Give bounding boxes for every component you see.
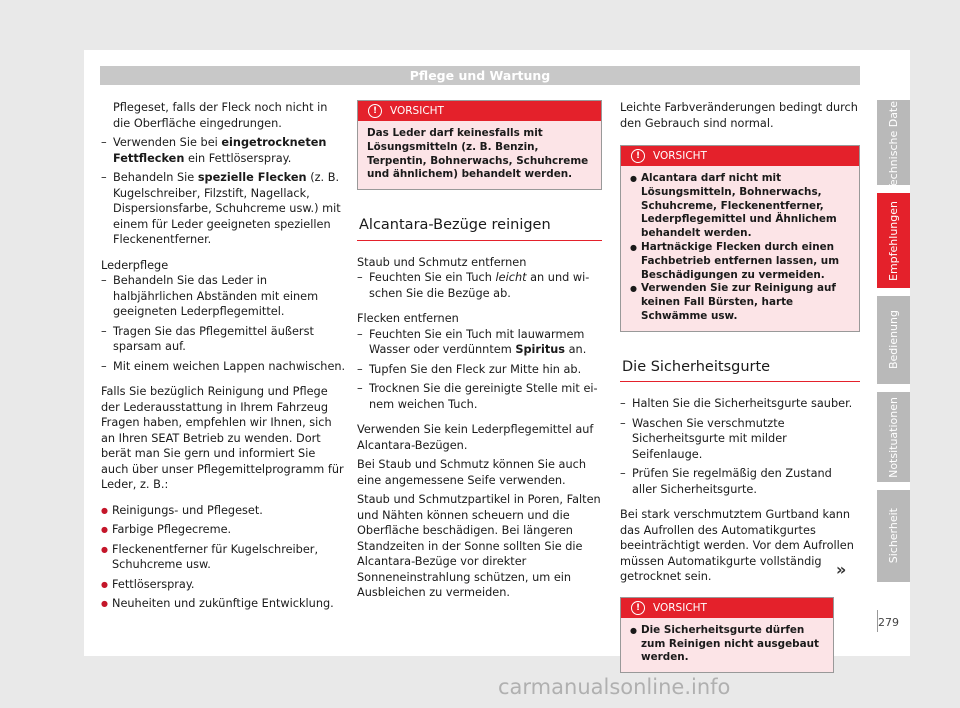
- column-1: [101, 100, 346, 612]
- warning-icon: !: [631, 601, 645, 615]
- dash-item: – Waschen Sie verschmutzte Sicherheitsgurte mit milder Seifenlauge.: [620, 416, 860, 463]
- caution-header: [358, 101, 601, 121]
- paragraph: Leichte Farbveränderungen bedingt durch den Gebrauch sind normal.: [620, 101, 858, 130]
- paragraph: Falls Sie bezüglich Reinigung und Pflege der Lederausstattung in Ihrem Fahrzeug Fragen haben, empfehlen wir Ihnen, sich an Ihren SEAT Betrieb zu wenden. Dort berät man Sie gern und informiert Sie auch über unser Pflegemittelprogramm für Leder, z. B.:: [101, 385, 344, 491]
- dash-item: – Behandeln Sie das Leder in halbjährlichen Abständen mit einem geeigneten Lederpflegemittel.: [101, 273, 346, 320]
- caution-header: [621, 598, 833, 618]
- caution-text: [621, 166, 859, 331]
- subheading: Staub und Schmutz entfernen: [357, 255, 527, 269]
- paragraph: Bei Staub und Schmutz können Sie auch eine angemessene Seife verwenden.: [357, 458, 586, 487]
- page-number: 279: [878, 616, 899, 629]
- section-title-alcantara: Alcantara-Bezüge reinigen: [357, 218, 602, 241]
- continue-arrow-icon: »: [836, 560, 847, 579]
- paragraph: Pflegeset, falls der Fleck noch nicht in die Oberfläche eingedrungen.: [113, 101, 328, 130]
- dash-item: – Verwenden Sie bei eingetrockneten Fettflecken ein Fettlöserspray.: [101, 135, 346, 166]
- page-header: Pflege und Wartung: [100, 66, 860, 85]
- caution-bullet: ● Die Sicherheitsgurte dürfen zum Reinigen nicht ausgebaut werden.: [630, 624, 825, 665]
- caution-header: [621, 146, 859, 166]
- bullet-item: ● Fettlöserspray.: [101, 577, 346, 593]
- caution-bullet: ● Hartnäckige Flecken durch einen Fachbetrieb entfernen lassen, um Beschädigungen zu vermeiden.: [630, 241, 851, 282]
- tab-bedienung[interactable]: Bedienung: [877, 296, 910, 384]
- tab-notsituationen[interactable]: Notsituationen: [877, 392, 910, 482]
- dash-item: – Trocknen Sie die gereinigte Stelle mit einem weichen Tuch.: [357, 381, 602, 412]
- tab-sicherheit[interactable]: Sicherheit: [877, 490, 910, 582]
- caution-bullet: ● Alcantara darf nicht mit Lösungsmitteln, Bohnerwachs, Schuhcreme, Fleckenentferner, Lederpflegemittel und Ähnlichem behandelt werden.: [630, 172, 851, 241]
- paragraph: Staub und Schmutzpartikel in Poren, Falten und Nähten können scheuern und die Oberfläche beschädigen. Bei längeren Standzeiten in der Sonne sollten Sie die Alcantara-Bezüge vor direkter Sonneneinstrahlung schützen, um ein Ausbleichen zu vermeiden.: [357, 493, 601, 600]
- dash-item: – Tupfen Sie den Fleck zur Mitte hin ab.: [357, 362, 602, 378]
- tab-technische-daten[interactable]: Technische Daten: [877, 100, 910, 185]
- dash-item: – Tragen Sie das Pflegemittel äußerst sparsam auf.: [101, 324, 346, 355]
- warning-icon: !: [368, 104, 382, 118]
- warning-icon: !: [631, 149, 645, 163]
- watermark: carmanualsonline.info: [498, 675, 731, 699]
- caution-bullet: ● Verwenden Sie zur Reinigung auf keinen Fall Bürsten, harte Schwämme usw.: [630, 282, 851, 323]
- paragraph: Bei stark verschmutztem Gurtband kann das Aufrollen des Automatikgurtes beeinträchtigt werden. Vor dem Aufrollen müssen Automatikgurte vollständig getrocknet sein.: [620, 508, 854, 584]
- bullet-item: ● Neuheiten und zukünftige Entwicklung.: [101, 596, 346, 612]
- paragraph: Verwenden Sie kein Lederpflegemittel auf Alcantara-Bezügen.: [357, 423, 594, 452]
- caution-label: VORSICHT: [653, 601, 707, 614]
- column-3: [620, 100, 860, 677]
- dash-item: – Feuchten Sie ein Tuch leicht an und wischen Sie die Bezüge ab.: [357, 270, 602, 301]
- caution-label: VORSICHT: [653, 150, 707, 162]
- subheading: Flecken entfernen: [357, 312, 459, 326]
- subheading-lederpflege: Lederpflege: [101, 258, 169, 272]
- bullet-item: ● Reinigungs- und Pflegeset.: [101, 503, 346, 519]
- column-2: [357, 100, 602, 601]
- dash-item: – Prüfen Sie regelmäßig den Zustand aller Sicherheitsgurte.: [620, 466, 860, 497]
- tab-empfehlungen[interactable]: Empfehlungen: [877, 193, 910, 288]
- section-title-sicherheitsgurte: Die Sicherheitsgurte: [620, 360, 860, 383]
- bullet-item: ● Fleckenentferner für Kugelschreiber, Schuhcreme usw.: [101, 542, 346, 573]
- dash-item: – Feuchten Sie ein Tuch mit lauwarmem Wasser oder verdünntem Spiritus an.: [357, 327, 602, 358]
- caution-label: VORSICHT: [390, 105, 444, 117]
- caution-box: [357, 100, 602, 190]
- caution-text: Das Leder darf keinesfalls mit Lösungsmitteln (z. B. Benzin, Terpentin, Bohnerwachs, Schuhcreme und ähnlichem) behandelt werden.: [367, 127, 589, 181]
- dash-item: – Halten Sie die Sicherheitsgurte sauber.: [620, 396, 860, 412]
- caution-text: [621, 618, 833, 672]
- dash-item: – Behandeln Sie spezielle Flecken (z. B. Kugelschreiber, Filzstift, Nagellack, Dispersionsfarbe, Schuhcreme usw.) mit einem für Leder geeigneten speziellen Fleckenentferner.: [101, 170, 346, 248]
- caution-box: [620, 597, 834, 673]
- dash-item: – Mit einem weichen Lappen nachwischen.: [101, 359, 346, 375]
- bullet-item: ● Farbige Pflegecreme.: [101, 522, 346, 538]
- caution-box: [620, 145, 860, 332]
